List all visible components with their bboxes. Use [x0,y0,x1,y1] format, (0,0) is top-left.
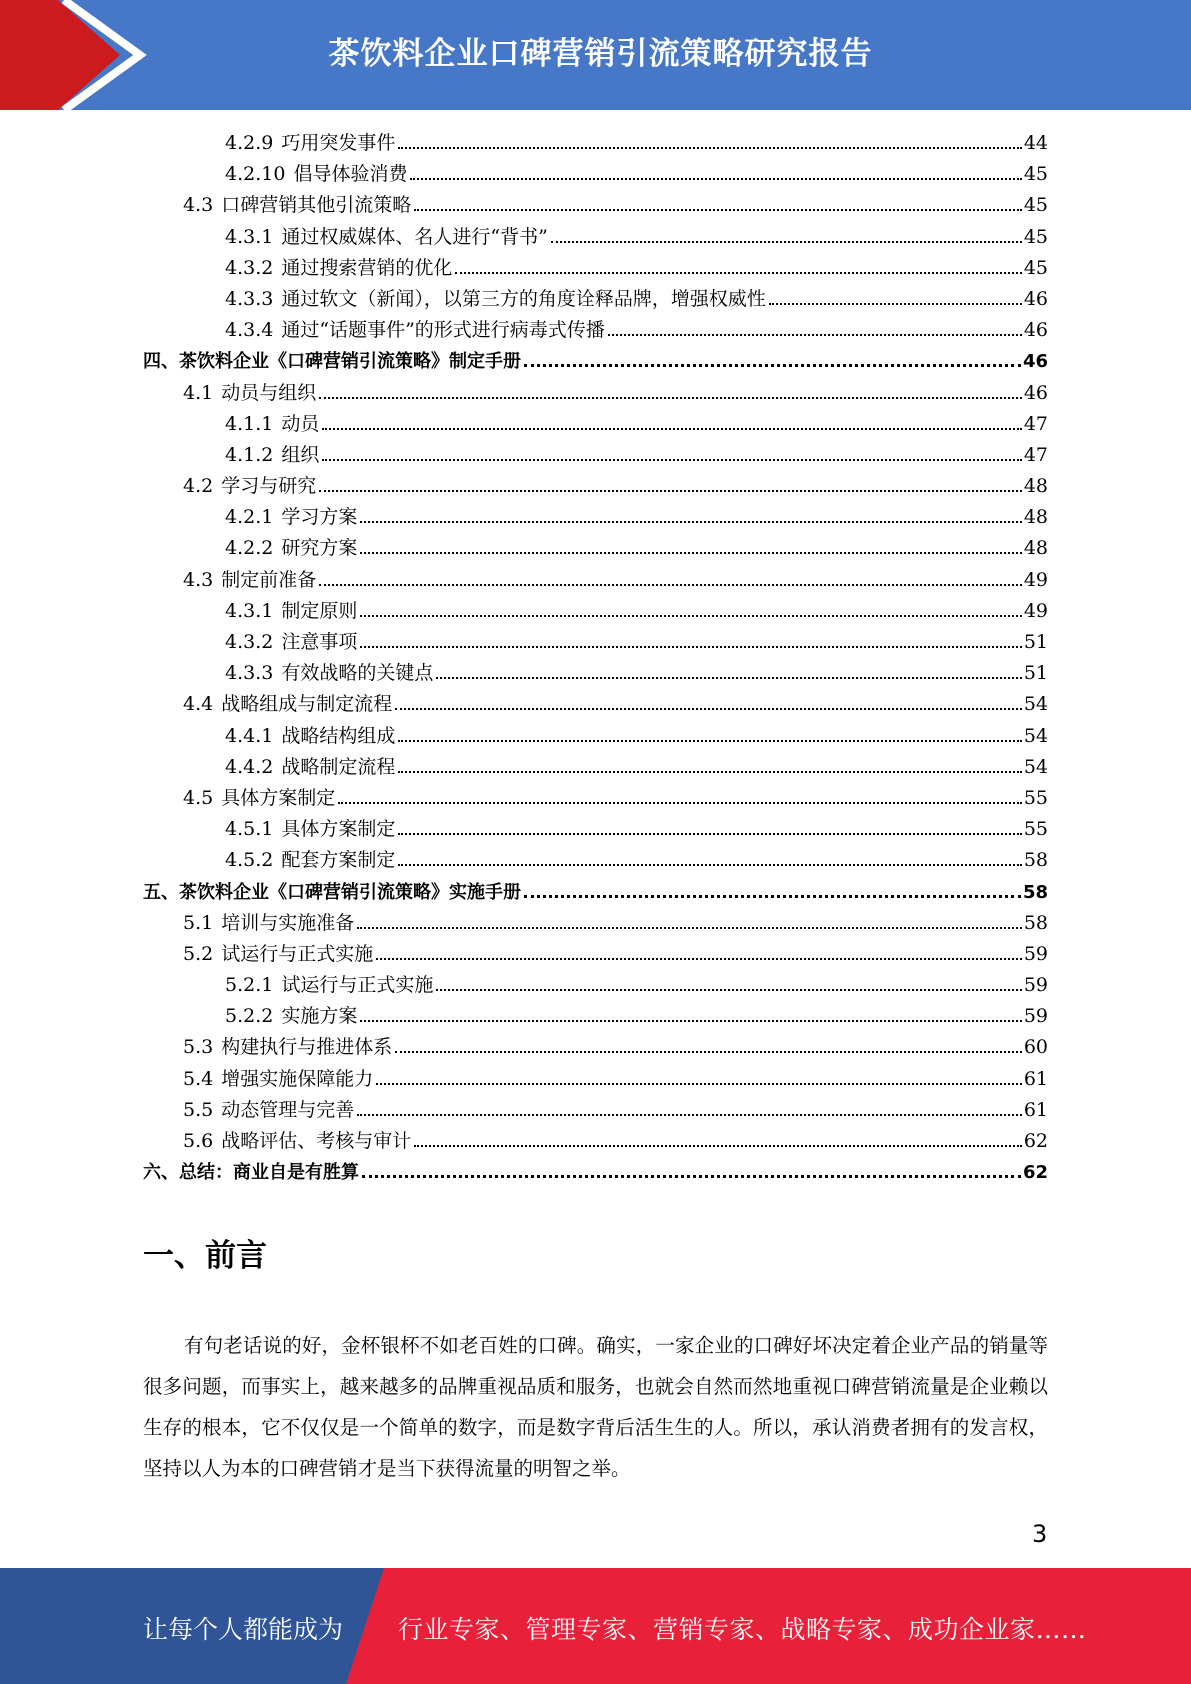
toc-entry[interactable] [143,877,1048,908]
toc-entry-label: 通过搜索营销的优化 [281,256,453,279]
toc-dot-leader [769,303,1022,305]
toc-dot-leader [524,895,1021,898]
toc-entry-label: 动态管理与完善 [221,1098,355,1121]
toc-entry[interactable] [143,315,1048,346]
toc-entry-page: 59 [1023,974,1048,997]
toc-entry-page: 61 [1023,1067,1048,1090]
toc-entry-number: 5.3 [183,1036,214,1059]
toc-entry-page: 49 [1023,599,1048,622]
toc-entry-page: 58 [1023,911,1048,934]
toc-entry-label: 学习方案 [281,506,358,529]
toc-entry-page: 58 [1023,849,1048,872]
toc-entry[interactable] [143,908,1048,939]
toc-entry-number: 5.2.2 [225,1005,274,1028]
toc-dot-leader [376,958,1022,960]
toc-entry-label: 培训与实施准备 [221,911,355,934]
toc-entry-label: 战略制定流程 [281,755,396,778]
toc-entry-number: 4.1.1 [225,412,274,435]
toc-entry-page: 54 [1023,724,1048,747]
toc-entry-number: 4.2.1 [225,506,274,529]
toc-entry-page: 48 [1023,506,1048,529]
toc-entry-label: 巧用突发事件 [281,132,396,154]
toc-entry-number: 4.1.2 [225,443,274,466]
toc-entry[interactable] [143,190,1048,221]
toc-entry-label: 通过权威媒体、名人进行“背书” [281,225,548,248]
toc-entry-number: 5.6 [183,1130,214,1152]
toc-entry[interactable] [143,814,1048,845]
toc-dot-leader [410,178,1021,180]
toc-entry-page: 54 [1023,755,1048,778]
toc-dot-leader [360,615,1021,617]
toc-entry-number: 4.2.9 [225,132,274,154]
toc-dot-leader [608,334,1022,336]
toc-entry-page: 46 [1023,287,1048,310]
toc-entry[interactable] [143,752,1048,783]
toc-entry-label: 构建执行与推进体系 [221,1036,393,1059]
toc-entry-label: 配套方案制定 [281,849,396,872]
toc-dot-leader [357,927,1022,929]
toc-dot-leader [436,677,1021,679]
toc-dot-leader [322,428,1021,430]
section-heading: 一、前言 [143,1238,267,1274]
toc-entry-label: 通过软文（新闻），以第三方的角度诠释品牌，增强权威性 [281,287,766,310]
toc-entry-page: 49 [1023,568,1048,591]
toc-entry-number: 4.3 [183,194,214,217]
toc-entry-label: 增强实施保障能力 [221,1067,374,1090]
toc-entry[interactable] [143,970,1048,1001]
toc-dot-leader [414,1145,1022,1147]
toc-entry[interactable] [143,346,1048,377]
intro-paragraph: 有句老话说的好，金杯银杯不如老百姓的口碑。确实，一家企业的口碑好坏决定着企业产品的销量等很多问题，而事实上，越来越多的品牌重视品质和服务，也就会自然而然地重视口碑营销流量是企业赖以生存的根本，它不仅仅是一个简单的数字，而是数字背后活生生的人。所以，承认消费者拥有的发言权，坚持以人为本的口碑营销才是当下获得流量的明智之举。 [143,1334,1048,1480]
page-number: 3 [1032,1520,1048,1548]
toc-entry-page: 44 [1023,132,1048,154]
toc-dot-leader [360,521,1021,523]
toc-entry-page: 46 [1022,351,1048,373]
toc-entry[interactable] [143,627,1048,658]
toc-entry[interactable] [143,596,1048,627]
toc-entry-page: 62 [1022,1162,1048,1184]
toc-entry-label: 通过“话题事件”的形式进行病毒式传播 [281,319,605,342]
toc-entry-page: 45 [1023,163,1048,186]
toc-entry-page: 46 [1023,319,1048,342]
toc-entry[interactable] [143,159,1048,190]
toc-entry-page: 55 [1023,818,1048,841]
toc-entry-label: 六、总结：商业自是有胜算 [143,1162,359,1184]
toc-entry[interactable] [143,939,1048,970]
toc-entry-page: 45 [1023,194,1048,217]
toc-dot-leader [436,989,1021,991]
toc-entry-label: 四、茶饮料企业《口碑营销引流策略》制定手册 [143,351,521,373]
toc-dot-leader [362,1175,1021,1178]
toc-entry-number: 4.3.4 [225,319,274,342]
toc-entry-page: 59 [1023,1005,1048,1028]
toc-dot-leader [319,397,1022,399]
toc-entry-label: 战略结构组成 [281,724,396,747]
toc-entry-page: 55 [1023,786,1048,809]
toc-entry[interactable] [143,783,1048,814]
toc-entry-label: 学习与研究 [221,475,317,498]
toc-entry-number: 5.2.1 [225,974,274,997]
toc-entry[interactable] [143,378,1048,409]
toc-entry[interactable] [143,1126,1048,1157]
toc-entry[interactable] [143,502,1048,533]
toc-entry-number: 4.2.2 [225,537,274,560]
footer-slogan-right: 行业专家、管理专家、营销专家、战略专家、成功企业家…… [398,1615,1087,1644]
toc-entry-label: 具体方案制定 [221,786,336,809]
toc-dot-leader [322,459,1021,461]
toc-entry-label: 组织 [281,443,320,466]
toc-entry[interactable] [143,1095,1048,1126]
toc-entry-number: 4.2.10 [225,163,286,186]
toc-dot-leader [398,864,1021,866]
toc-entry-page: 61 [1023,1098,1048,1121]
table-of-contents [143,128,1048,1188]
toc-entry-number: 4.4.2 [225,755,274,778]
toc-entry-number: 4.4.1 [225,724,274,747]
toc-entry[interactable] [143,1064,1048,1095]
toc-dot-leader [376,1083,1022,1085]
toc-dot-leader [360,552,1021,554]
toc-entry[interactable] [143,565,1048,596]
toc-dot-leader [524,364,1021,367]
toc-entry-number: 4.1 [183,381,214,404]
toc-entry-number: 4.3.3 [225,287,274,310]
toc-entry-label: 注意事项 [281,631,358,653]
footer-slogan-left: 让每个人都能成为 [143,1615,344,1644]
toc-entry-number: 5.4 [183,1067,214,1090]
toc-entry-number: 5.1 [183,911,214,934]
toc-entry[interactable] [143,471,1048,502]
toc-entry-page: 62 [1023,1130,1048,1152]
page-header [0,0,1191,110]
toc-entry-number: 4.3.3 [225,662,274,685]
toc-entry-number: 5.5 [183,1098,214,1121]
toc-entry[interactable] [143,689,1048,720]
toc-entry[interactable] [143,284,1048,315]
toc-entry-label: 有效战略的关键点 [281,662,434,685]
toc-entry-page: 51 [1023,631,1048,653]
toc-dot-leader [395,1051,1022,1053]
toc-entry[interactable] [143,128,1048,159]
toc-entry-number: 4.4 [183,693,214,716]
toc-entry-number: 4.3 [183,568,214,591]
toc-entry-label: 五、茶饮料企业《口碑营销引流策略》实施手册 [143,881,521,903]
toc-dot-leader [414,209,1022,211]
toc-entry-page: 48 [1023,475,1048,498]
toc-entry-page: 47 [1023,443,1048,466]
toc-entry[interactable] [143,253,1048,284]
toc-entry-label: 试运行与正式实施 [221,942,374,965]
toc-dot-leader [398,740,1021,742]
toc-entry-page: 59 [1023,942,1048,965]
toc-entry-number: 4.3.1 [225,599,274,622]
toc-dot-leader [398,833,1021,835]
toc-entry-label: 研究方案 [281,537,358,560]
toc-entry-page: 46 [1023,381,1048,404]
toc-entry-page: 51 [1023,662,1048,685]
toc-dot-leader [319,584,1022,586]
toc-entry-page: 58 [1022,881,1048,903]
toc-dot-leader [395,708,1022,710]
toc-entry-label: 动员 [281,412,320,435]
toc-entry-label: 实施方案 [281,1005,358,1028]
toc-entry-page: 45 [1023,225,1048,248]
toc-entry-number: 4.2 [183,475,214,498]
toc-entry[interactable] [143,658,1048,689]
toc-entry-page: 60 [1023,1036,1048,1059]
toc-entry-label: 倡导体验消费 [293,163,408,186]
toc-entry-page: 48 [1023,537,1048,560]
toc-entry-label: 试运行与正式实施 [281,974,434,997]
toc-dot-leader [360,646,1021,648]
toc-dot-leader [455,272,1021,274]
toc-entry-number: 4.5.2 [225,849,274,872]
toc-entry-label: 动员与组织 [221,381,317,404]
toc-entry-number: 4.3.2 [225,256,274,279]
toc-dot-leader [319,490,1022,492]
toc-entry-page: 54 [1023,693,1048,716]
page-footer [0,1568,1191,1684]
toc-entry-number: 4.5.1 [225,818,274,841]
toc-entry[interactable] [143,222,1048,253]
toc-entry-label: 口碑营销其他引流策略 [221,194,412,217]
toc-dot-leader [551,241,1022,243]
toc-entry[interactable] [143,440,1048,471]
toc-entry-page: 47 [1023,412,1048,435]
toc-dot-leader [398,771,1021,773]
toc-entry[interactable] [143,533,1048,564]
toc-entry[interactable] [143,1157,1048,1188]
toc-entry-label: 战略组成与制定流程 [221,693,393,716]
toc-entry[interactable] [143,409,1048,440]
toc-dot-leader [398,147,1021,149]
toc-entry-label: 战略评估、考核与审计 [221,1130,412,1152]
toc-entry-label: 制定前准备 [221,568,317,591]
toc-entry-number: 4.3.1 [225,225,274,248]
toc-entry[interactable] [143,1001,1048,1032]
toc-entry-page: 45 [1023,256,1048,279]
toc-entry-label: 制定原则 [281,599,358,622]
toc-entry[interactable] [143,721,1048,752]
document-title: 茶饮料企业口碑营销引流策略研究报告 [328,36,873,72]
toc-entry-number: 4.5 [183,786,214,809]
toc-entry-number: 4.3.2 [225,631,274,653]
toc-entry[interactable] [143,1032,1048,1063]
toc-entry[interactable] [143,845,1048,876]
toc-entry-number: 5.2 [183,942,214,965]
toc-dot-leader [338,802,1022,804]
toc-dot-leader [360,1020,1021,1022]
toc-entry-label: 具体方案制定 [281,818,396,841]
toc-dot-leader [357,1114,1022,1116]
